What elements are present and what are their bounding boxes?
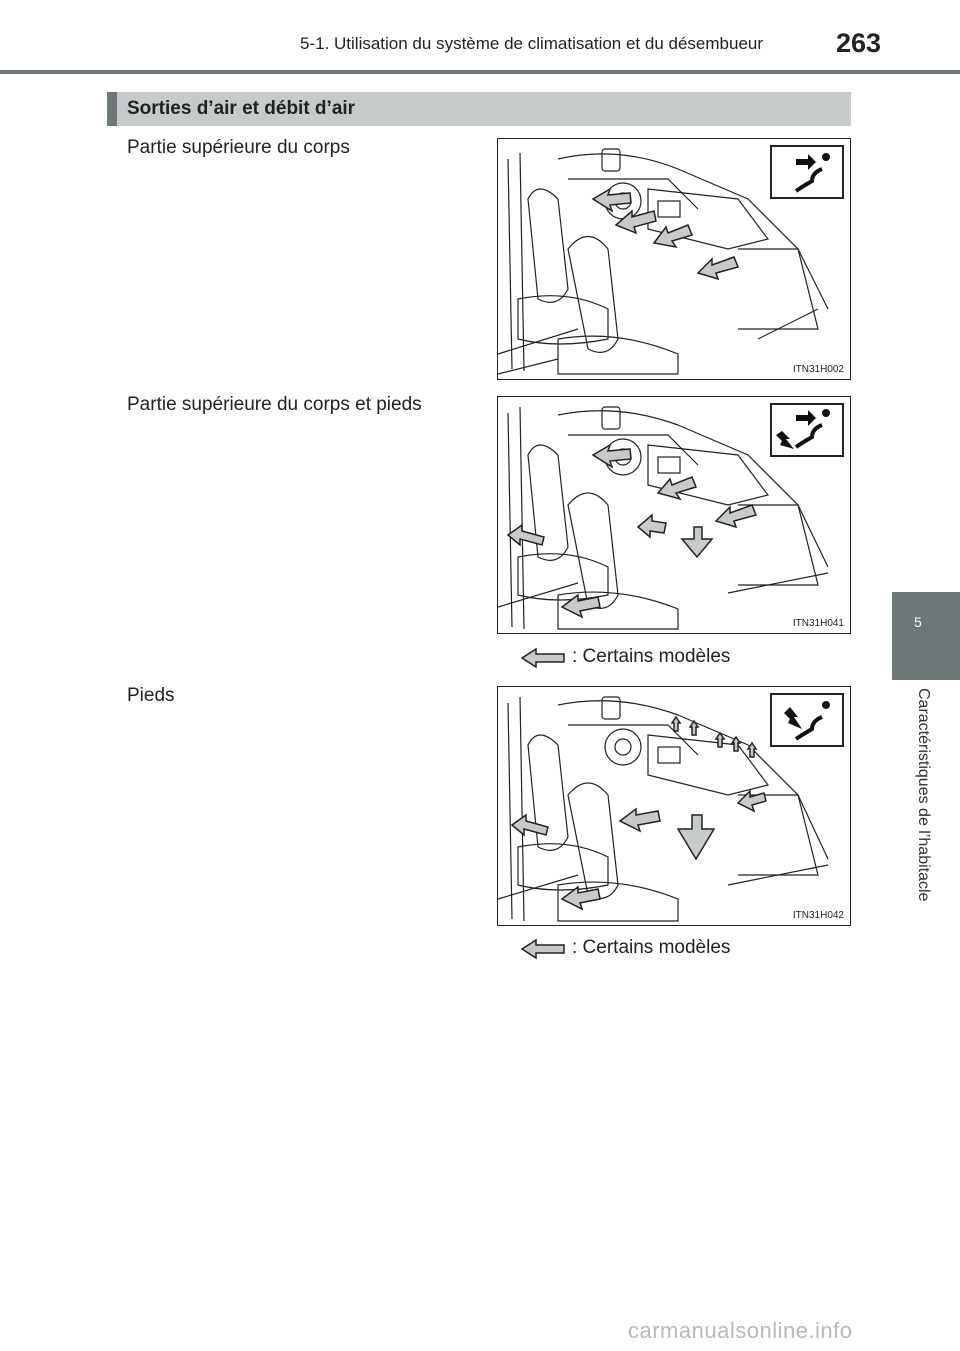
- figure-feet: [497, 686, 851, 926]
- chapter-title: Caractéristiques de l’habitacle: [915, 688, 932, 902]
- upper-body-and-feet-airflow-icon: [770, 403, 844, 457]
- chapter-tab: [892, 592, 960, 680]
- section-header: [107, 92, 851, 126]
- chapter-title-tab: [892, 684, 960, 934]
- feet-airflow-icon: [770, 693, 844, 747]
- section-title: Sorties d’air et débit d’air: [127, 98, 356, 119]
- airflow-arrows: [593, 189, 738, 279]
- figure-upper-body: [497, 138, 851, 380]
- legend-text: : Certains modèles: [572, 937, 731, 958]
- upper-body-airflow-icon: [770, 145, 844, 199]
- gray-arrow-icon: [520, 938, 568, 960]
- page-number: 263: [836, 28, 882, 58]
- chapter-number: 5: [914, 614, 922, 630]
- figure-code: ITN31H042: [792, 910, 844, 921]
- airflow-arrows: [512, 717, 766, 909]
- figure-code: ITN31H002: [792, 364, 844, 375]
- running-header: 5-1. Utilisation du système de climatisation et du désembueur: [300, 34, 764, 53]
- item-label-upper-body: Partie supérieure du corps: [127, 137, 350, 158]
- airflow-arrows: [508, 445, 756, 617]
- item-label-feet: Pieds: [127, 685, 175, 706]
- header-rule: [0, 70, 960, 74]
- item-label-upper-body-and-feet: Partie supérieure du corps et pieds: [127, 394, 422, 415]
- watermark: carmanualsonline.info: [628, 1318, 853, 1343]
- gray-arrow-icon: [520, 647, 568, 669]
- legend-text: : Certains modèles: [572, 646, 731, 667]
- figure-code: ITN31H041: [792, 618, 844, 629]
- figure-upper-body-and-feet: [497, 396, 851, 634]
